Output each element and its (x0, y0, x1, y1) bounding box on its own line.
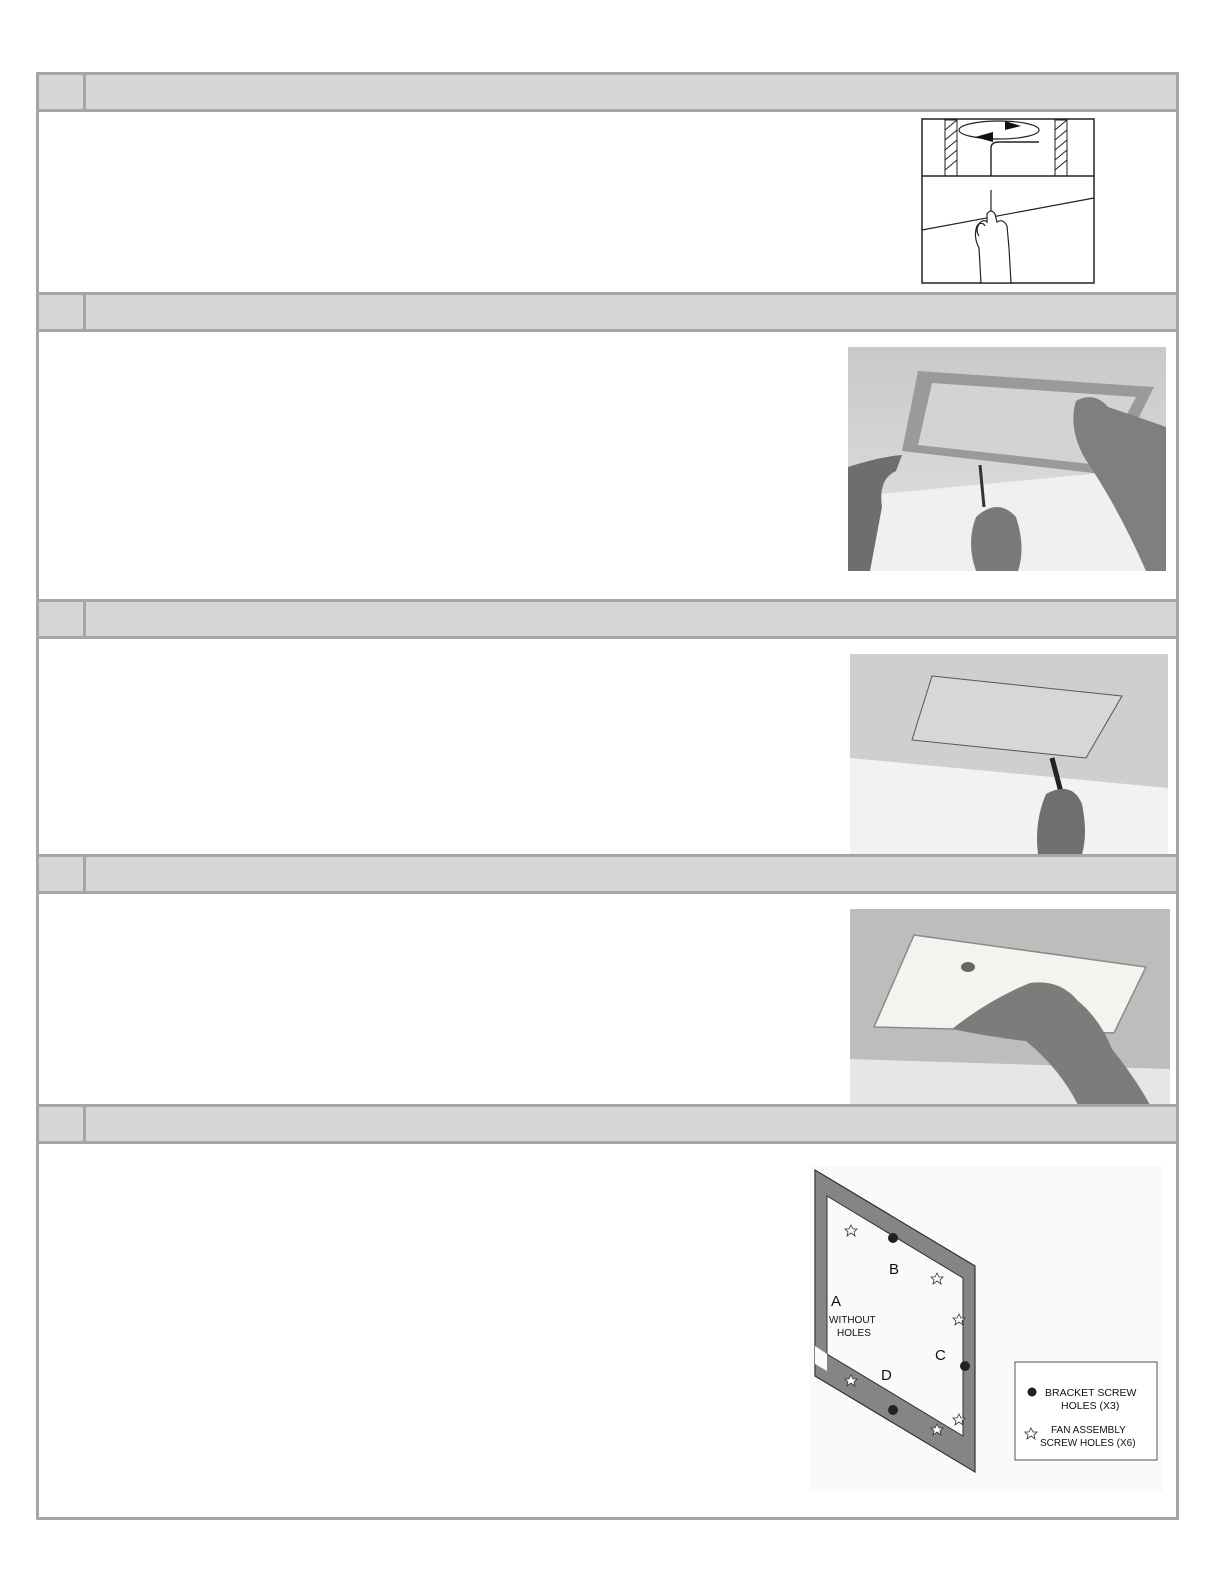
bracket-hole-legend-icon (1028, 1388, 1037, 1397)
step-title (86, 75, 1176, 109)
bracket-screw-hole (888, 1405, 898, 1415)
side-label-c: C (935, 1347, 946, 1364)
joist-left (945, 120, 957, 176)
side-label-a: A (831, 1293, 842, 1310)
step-title (86, 295, 1176, 329)
legend-bracket-line2: HOLES (X3) (1061, 1400, 1120, 1412)
bracket-screw-hole (960, 1361, 970, 1371)
drill-probe-diagram (921, 118, 1095, 284)
step-number (39, 857, 86, 891)
side-a-note-line1: WITHOUT (829, 1315, 876, 1326)
side-label-d: D (881, 1367, 892, 1384)
legend-fan-line2: SCREW HOLES (X6) (1040, 1438, 1136, 1449)
legend-fan-line1: FAN ASSEMBLY (1051, 1425, 1126, 1436)
step-4 (39, 854, 1176, 1104)
step-header (39, 1104, 1176, 1144)
step-header (39, 599, 1176, 639)
step-body (39, 112, 1176, 292)
step-body (39, 894, 1176, 1104)
step-number (39, 295, 86, 329)
joist-right (1055, 120, 1067, 176)
side-a-note-line2: HOLES (837, 1328, 871, 1339)
instruction-sheet (36, 72, 1179, 1520)
step-number (39, 75, 86, 109)
step-title (86, 602, 1176, 636)
step-body (39, 639, 1176, 853)
step-header (39, 854, 1176, 894)
step-number (39, 1107, 86, 1141)
hand-saw (1037, 789, 1085, 854)
trace-template-photo (848, 347, 1166, 571)
side-label-b: B (889, 1261, 900, 1278)
step-5 (39, 1104, 1176, 1520)
bracket-diagram (809, 1166, 1163, 1492)
step-header (39, 75, 1176, 112)
step-title (86, 1107, 1176, 1141)
wood-knot (961, 962, 975, 972)
hand-pencil (971, 507, 1022, 571)
bracket-screw-hole (888, 1233, 898, 1243)
legend (1015, 1362, 1157, 1460)
legend-bracket-line1: BRACKET SCREW (1045, 1387, 1137, 1399)
remove-drywall-photo (850, 909, 1170, 1105)
step-2 (39, 292, 1176, 600)
step-1 (39, 75, 1176, 292)
step-3 (39, 599, 1176, 853)
cut-opening-photo (850, 654, 1168, 854)
step-body (39, 1144, 1176, 1520)
step-number (39, 602, 86, 636)
step-title (86, 857, 1176, 891)
step-body (39, 332, 1176, 600)
step-header (39, 292, 1176, 332)
